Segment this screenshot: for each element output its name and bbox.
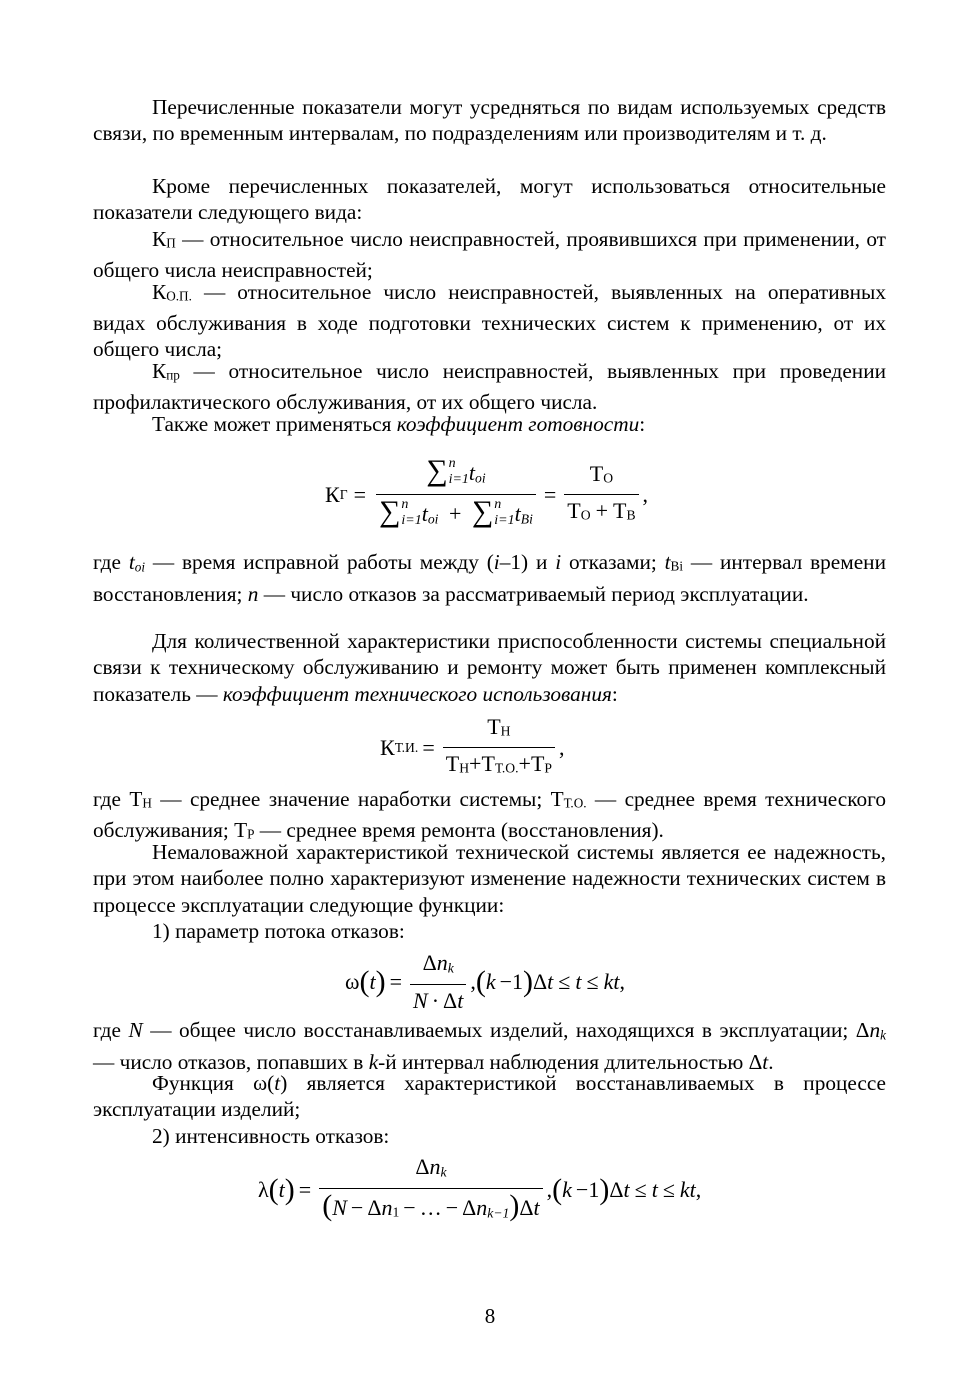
definition-kop: КО.П. — относительное число неисправностей, выявленных на оперативных видах обслуживания в ходе подготовки технических систем к применению, от их общего числа;: [93, 280, 886, 361]
formula-failure-flow: ω ( t ) = $\frac{\text{Δnk}}{N \cdot \Delta t}$ , ( k −1 ) Δ t ≤ t ≤ k t ,: [345, 949, 625, 1013]
paragraph-where-readiness: где toi — время исправной работы между (i–1) и i отказами; tBi — интервал времени восстановления; n — число отказов за рассматриваемый период эксплуатации.: [93, 550, 886, 606]
paragraph-averaging: Перечисленные показатели могут усредняться по видам используемых средств связи, по временным интервалам, по подразделениям или производителям и т. д.: [93, 95, 886, 146]
definition-kpr: Кпр — относительное число неисправностей, выявленных при проведении профилактического обслуживания, от их общего числа.: [93, 359, 886, 414]
paragraph-reliability: Немаловажной характеристикой технической системы является ее надежность, при этом наиболее полно характеризуют изменение надежности технических систем в процессе эксплуатации следующие функции:: [93, 840, 886, 917]
list-item-failure-flow: 1) параметр потока отказов:: [152, 919, 405, 943]
paragraph-tech-usage: Для количественной характеристики приспособленности системы специальной связи к техническому обслуживанию и ремонту может быть применен комплексный показатель — коэффициент технического использования:: [93, 629, 886, 706]
paragraph-where-tech-usage: где ТН — среднее значение наработки системы; ТТ.О. — среднее время технического обслуживания; ТР — среднее время ремонта (восстановления).: [93, 787, 887, 842]
list-item-failure-rate: 2) интенсивность отказов:: [152, 1124, 390, 1148]
paragraph-omega-function: Функция ω(t) является характеристикой восстанавливаемых в процессе эксплуатации изделий;: [93, 1071, 886, 1122]
paragraph-where-failure-flow: где N — общее число восстанавливаемых изделий, находящихся в эксплуатации; Δnk — число отказов, попавших в k-й интервал наблюдения длительностью Δt.: [93, 1018, 886, 1074]
paragraph-readiness: Также может применяться коэффициент готовности:: [152, 412, 646, 436]
formula-tech-usage-coefficient: К Т.И. = $\frac{ТН}{ТН+ТТ.О.+ТР}$ ,: [380, 718, 564, 778]
paragraph-relative-indicators: Кроме перечисленных показателей, могут использоваться относительные показатели следующего вида:: [93, 174, 886, 225]
page-number: 8: [484, 1304, 496, 1328]
formula-failure-rate: λ ( t ) = $\frac{\text{Δnk}}{\text{(N − Δn1 − … − Δnk−1)Δt}}$ , ( k −1 ) Δ t ≤ t ≤ k t ,: [258, 1158, 701, 1222]
formula-readiness-coefficient: К Г = ∑ n i=1 toi ∑ n i=1 toi + ∑ n i=1 tBi = $\frac{ТО}{ТО + ТВ}$ ,: [325, 450, 648, 540]
definition-kp: КП — относительное число неисправностей, проявившихся при применении, от общего числа неисправностей;: [93, 227, 886, 282]
